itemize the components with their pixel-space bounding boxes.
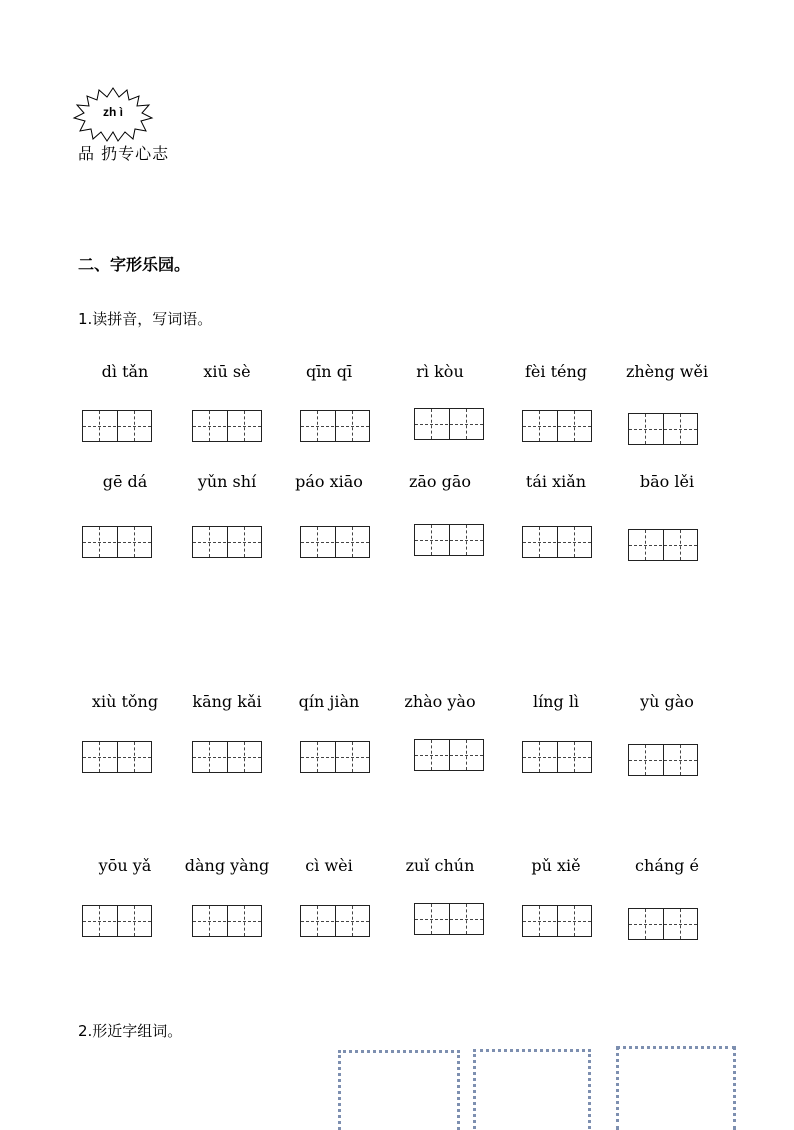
pinyin-label: kāng kǎi bbox=[192, 692, 262, 711]
pinyin-label: xiū sè bbox=[203, 362, 251, 381]
grid-guide-vertical bbox=[352, 527, 353, 557]
grid-guide-vertical bbox=[466, 409, 467, 439]
tianzige-writing-box[interactable] bbox=[414, 408, 484, 440]
grid-guide-vertical bbox=[539, 527, 540, 557]
pinyin-label: zāo gāo bbox=[408, 472, 472, 491]
grid-guide-vertical bbox=[244, 411, 245, 441]
grid-guide-vertical bbox=[574, 411, 575, 441]
tianzige-writing-box[interactable] bbox=[82, 741, 152, 773]
grid-guide-vertical bbox=[645, 530, 646, 560]
grid-guide-vertical bbox=[431, 409, 432, 439]
tianzige-writing-box[interactable] bbox=[300, 741, 370, 773]
grid-guide-vertical bbox=[680, 414, 681, 444]
burst-pinyin-text: zh ì bbox=[103, 105, 123, 119]
pinyin-label: zuǐ chún bbox=[405, 856, 475, 875]
tianzige-writing-box[interactable] bbox=[192, 741, 262, 773]
grid-guide-vertical bbox=[99, 527, 100, 557]
grid-guide-vertical bbox=[680, 909, 681, 939]
tianzige-writing-box[interactable] bbox=[82, 905, 152, 937]
grid-guide-vertical bbox=[317, 411, 318, 441]
grid-divider bbox=[557, 742, 558, 772]
grid-divider bbox=[117, 411, 118, 441]
pinyin-label: xiù tǒng bbox=[91, 692, 159, 711]
tianzige-writing-box[interactable] bbox=[300, 905, 370, 937]
pinyin-label: qín jiàn bbox=[298, 692, 360, 711]
grid-guide-vertical bbox=[466, 740, 467, 770]
grid-divider bbox=[557, 906, 558, 936]
grid-divider bbox=[449, 904, 450, 934]
grid-guide-vertical bbox=[574, 906, 575, 936]
section-title: 二、字形乐园。 bbox=[78, 255, 191, 274]
idiom-text: 品 扔专心志 bbox=[78, 144, 170, 163]
grid-divider bbox=[227, 906, 228, 936]
grid-guide-vertical bbox=[680, 530, 681, 560]
grid-guide-vertical bbox=[574, 742, 575, 772]
tianzige-writing-box[interactable] bbox=[522, 741, 592, 773]
tianzige-writing-box[interactable] bbox=[522, 410, 592, 442]
grid-divider bbox=[227, 411, 228, 441]
grid-guide-vertical bbox=[466, 525, 467, 555]
grid-divider bbox=[227, 742, 228, 772]
tianzige-writing-box[interactable] bbox=[414, 739, 484, 771]
grid-guide-vertical bbox=[317, 742, 318, 772]
pinyin-label: cháng é bbox=[635, 856, 699, 875]
grid-divider bbox=[335, 742, 336, 772]
grid-guide-vertical bbox=[539, 742, 540, 772]
tianzige-writing-box[interactable] bbox=[192, 526, 262, 558]
grid-divider bbox=[335, 906, 336, 936]
grid-guide-vertical bbox=[680, 745, 681, 775]
grid-divider bbox=[663, 909, 664, 939]
tianzige-writing-box[interactable] bbox=[192, 905, 262, 937]
grid-divider bbox=[449, 409, 450, 439]
pinyin-label: páo xiāo bbox=[295, 472, 363, 491]
pinyin-label: bāo lěi bbox=[639, 472, 695, 491]
grid-divider bbox=[117, 742, 118, 772]
grid-divider bbox=[557, 411, 558, 441]
grid-divider bbox=[663, 530, 664, 560]
pinyin-label: cì wèi bbox=[305, 856, 353, 875]
grid-guide-vertical bbox=[209, 411, 210, 441]
grid-divider bbox=[449, 740, 450, 770]
grid-divider bbox=[335, 411, 336, 441]
tianzige-writing-box[interactable] bbox=[628, 529, 698, 561]
grid-guide-vertical bbox=[244, 906, 245, 936]
tianzige-writing-box[interactable] bbox=[628, 413, 698, 445]
grid-guide-vertical bbox=[209, 906, 210, 936]
tianzige-writing-box[interactable] bbox=[82, 410, 152, 442]
grid-guide-vertical bbox=[645, 745, 646, 775]
pinyin-label: dì tǎn bbox=[101, 362, 149, 381]
grid-divider bbox=[227, 527, 228, 557]
grid-guide-vertical bbox=[431, 904, 432, 934]
grid-guide-vertical bbox=[352, 411, 353, 441]
question-2-label: 2.形近字组词。 bbox=[78, 1022, 183, 1040]
grid-divider bbox=[663, 745, 664, 775]
tianzige-writing-box[interactable] bbox=[82, 526, 152, 558]
pinyin-label: yōu yǎ bbox=[98, 856, 152, 875]
grid-guide-vertical bbox=[244, 527, 245, 557]
pinyin-label: líng lì bbox=[532, 692, 580, 711]
grid-guide-vertical bbox=[466, 904, 467, 934]
grid-divider bbox=[117, 527, 118, 557]
word-frame-1 bbox=[338, 1050, 460, 1130]
pinyin-label: yù gào bbox=[640, 692, 694, 711]
grid-guide-vertical bbox=[539, 906, 540, 936]
pinyin-label: fèi téng bbox=[524, 362, 588, 381]
tianzige-writing-box[interactable] bbox=[192, 410, 262, 442]
tianzige-writing-box[interactable] bbox=[522, 905, 592, 937]
grid-divider bbox=[117, 906, 118, 936]
grid-guide-vertical bbox=[539, 411, 540, 441]
grid-divider bbox=[449, 525, 450, 555]
grid-guide-vertical bbox=[431, 740, 432, 770]
grid-guide-vertical bbox=[645, 909, 646, 939]
tianzige-writing-box[interactable] bbox=[628, 744, 698, 776]
grid-divider bbox=[557, 527, 558, 557]
grid-guide-vertical bbox=[209, 527, 210, 557]
tianzige-writing-box[interactable] bbox=[414, 524, 484, 556]
grid-guide-vertical bbox=[99, 411, 100, 441]
pinyin-label: zhèng wěi bbox=[625, 362, 709, 381]
pinyin-label: dàng yàng bbox=[184, 856, 270, 875]
grid-guide-vertical bbox=[134, 742, 135, 772]
tianzige-writing-box[interactable] bbox=[300, 526, 370, 558]
grid-guide-vertical bbox=[244, 742, 245, 772]
pinyin-label: tái xiǎn bbox=[525, 472, 587, 491]
grid-guide-vertical bbox=[134, 411, 135, 441]
grid-guide-vertical bbox=[431, 525, 432, 555]
grid-guide-vertical bbox=[574, 527, 575, 557]
grid-guide-vertical bbox=[99, 742, 100, 772]
tianzige-writing-box[interactable] bbox=[300, 410, 370, 442]
grid-guide-vertical bbox=[209, 742, 210, 772]
pinyin-label: pǔ xiě bbox=[531, 856, 581, 875]
tianzige-writing-box[interactable] bbox=[628, 908, 698, 940]
grid-guide-vertical bbox=[645, 414, 646, 444]
word-frame-3 bbox=[616, 1046, 736, 1130]
grid-guide-vertical bbox=[134, 906, 135, 936]
tianzige-writing-box[interactable] bbox=[414, 903, 484, 935]
grid-guide-vertical bbox=[134, 527, 135, 557]
pinyin-label: qīn qī bbox=[305, 362, 353, 381]
pinyin-label: rì kòu bbox=[416, 362, 464, 381]
grid-guide-vertical bbox=[352, 742, 353, 772]
pinyin-burst-badge bbox=[72, 86, 154, 142]
grid-guide-vertical bbox=[317, 527, 318, 557]
grid-divider bbox=[335, 527, 336, 557]
pinyin-label: zhào yào bbox=[404, 692, 476, 711]
tianzige-writing-box[interactable] bbox=[522, 526, 592, 558]
question-1-label: 1.读拼音，写词语。 bbox=[78, 310, 213, 328]
grid-guide-vertical bbox=[99, 906, 100, 936]
pinyin-label: gē dá bbox=[102, 472, 148, 491]
grid-guide-vertical bbox=[352, 906, 353, 936]
pinyin-label: yǔn shí bbox=[197, 472, 257, 491]
grid-guide-vertical bbox=[317, 906, 318, 936]
word-frame-2 bbox=[473, 1049, 591, 1129]
grid-divider bbox=[663, 414, 664, 444]
